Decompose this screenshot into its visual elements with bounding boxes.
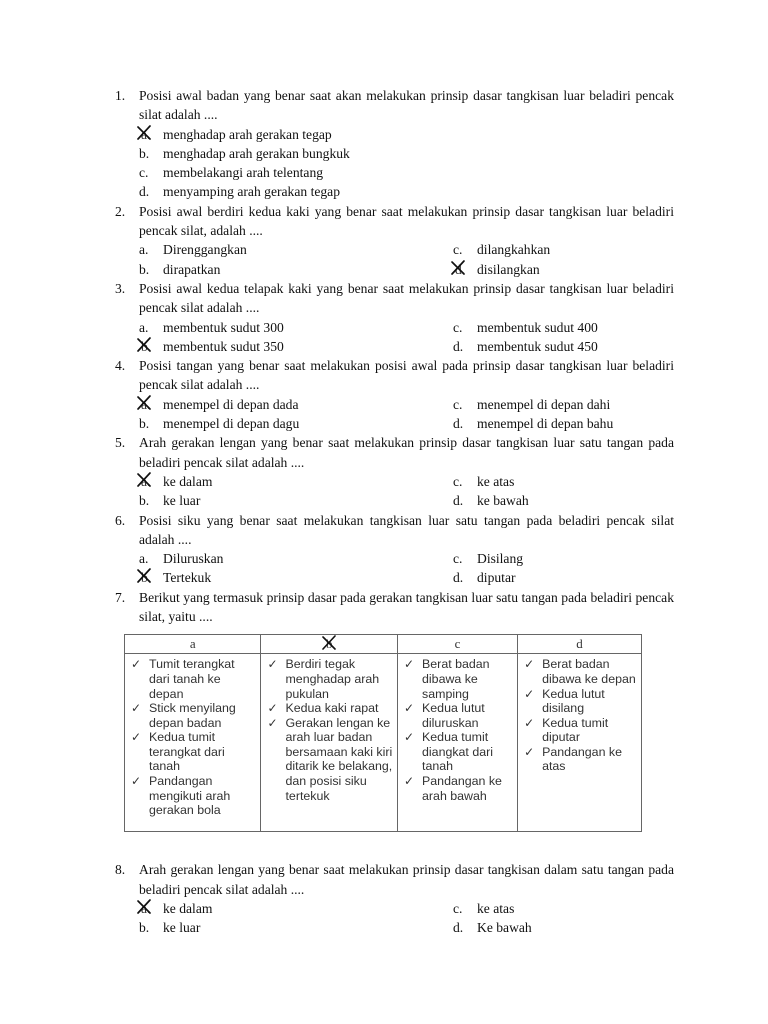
answer-option[interactable] xyxy=(139,899,453,918)
option-letter: c. xyxy=(453,473,463,489)
check-icon: ✓ xyxy=(404,701,415,716)
question-text: Arah gerakan lengan yang benar saat melakukan prinsip dasar tangkisan dalam satu tangan pada beladiri pencak silat adalah .... xyxy=(139,862,674,897)
checklist-item xyxy=(129,730,258,774)
question-text: Posisi awal kedua telapak kaki yang benar saat melakukan prinsip dasar tangkisan luar beladiri pencak silat adalah .... xyxy=(139,280,674,316)
check-icon: ✓ xyxy=(267,657,278,672)
option-text: ke dalam xyxy=(163,473,213,489)
checklist-text: Berat badan dibawa ke samping xyxy=(422,657,490,701)
checklist-item xyxy=(129,657,258,701)
checklist-item xyxy=(402,730,515,774)
check-icon: ✓ xyxy=(131,701,142,716)
question-item xyxy=(115,860,674,937)
question-item xyxy=(115,86,674,202)
answer-option[interactable] xyxy=(453,568,674,587)
answer-option[interactable] xyxy=(453,395,674,414)
option-letter: d. xyxy=(453,493,464,509)
option-list xyxy=(139,472,674,511)
option-text: membelakangi arah telentang xyxy=(163,165,324,181)
answer-option[interactable] xyxy=(139,318,453,337)
checklist-item xyxy=(402,701,515,730)
option-letter: b. xyxy=(139,145,150,161)
question-number: 1. xyxy=(115,88,126,103)
option-text: Ke bawah xyxy=(477,920,532,936)
option-text: Disilang xyxy=(477,551,524,567)
checklist-item xyxy=(402,774,515,803)
table-header-label: d xyxy=(576,636,583,652)
option-list xyxy=(139,395,674,434)
option-text: ke luar xyxy=(163,493,201,509)
question-item xyxy=(115,433,674,510)
question-item xyxy=(115,202,674,279)
option-list xyxy=(139,125,674,202)
option-letter: c. xyxy=(139,165,149,181)
checklist-text: Kedua tumit diputar xyxy=(542,715,609,745)
question-item xyxy=(115,588,674,627)
option-letter: a. xyxy=(139,551,149,567)
answer-option[interactable] xyxy=(453,260,674,279)
answer-option[interactable] xyxy=(453,318,674,337)
question-item xyxy=(115,279,674,356)
table-header-label: c xyxy=(454,636,461,652)
option-letter-visible: d. xyxy=(455,261,466,277)
checklist-text: Pandangan ke atas xyxy=(542,744,622,774)
option-text: ke atas xyxy=(477,900,515,916)
answer-option[interactable] xyxy=(139,568,453,587)
answer-option[interactable] xyxy=(139,337,453,356)
question-number: 6. xyxy=(115,512,126,528)
table-header-1 xyxy=(125,635,261,654)
option-text: menghadap arah gerakan tegap xyxy=(163,126,332,142)
checklist-text: Pandangan ke arah bawah xyxy=(422,774,502,803)
checklist-item xyxy=(129,701,258,730)
answer-option[interactable] xyxy=(453,899,674,918)
answer-option[interactable] xyxy=(453,337,674,356)
option-list xyxy=(139,549,674,588)
option-list xyxy=(139,899,674,938)
option-list xyxy=(139,318,674,357)
answer-option[interactable] xyxy=(453,240,674,259)
option-letter: b. xyxy=(139,493,150,509)
option-text: ke atas xyxy=(477,473,515,489)
table-header-3 xyxy=(398,635,518,654)
option-text: Diluruskan xyxy=(163,551,224,567)
option-letter: c. xyxy=(453,242,463,258)
option-letter-visible: a. xyxy=(141,126,151,142)
question-number: 4. xyxy=(115,358,126,374)
option-letter: a. xyxy=(139,319,149,335)
table-header-label: a xyxy=(189,636,196,652)
option-letter-visible: b. xyxy=(141,570,152,586)
checklist-item xyxy=(522,657,639,686)
check-icon: ✓ xyxy=(524,744,535,759)
option-letter: d. xyxy=(453,920,464,936)
check-icon: ✓ xyxy=(267,715,278,730)
question-text: Posisi awal berdiri kedua kaki yang benar saat melakukan prinsip dasar tangkisan luar beladiri pencak silat, adalah .... xyxy=(139,203,674,239)
answer-option[interactable] xyxy=(139,182,674,201)
option-text: menyamping arah gerakan tegap xyxy=(163,184,341,200)
answer-option[interactable] xyxy=(453,414,674,433)
option-text: menempel di depan dagu xyxy=(163,416,300,432)
option-text: membentuk sudut 400 xyxy=(477,319,598,335)
option-text: membentuk sudut 300 xyxy=(163,319,284,335)
option-letter: d. xyxy=(453,416,464,432)
option-letter: b. xyxy=(139,920,150,936)
answer-option[interactable] xyxy=(139,414,453,433)
check-icon: ✓ xyxy=(524,657,535,672)
question-text: Posisi siku yang benar saat melakukan tangkisan luar satu tangan pada beladiri pencak silat adalah .... xyxy=(139,512,674,547)
answer-option[interactable] xyxy=(139,125,674,144)
checklist-item xyxy=(522,687,639,716)
checklist-item xyxy=(402,657,515,701)
checklist-item xyxy=(129,774,258,818)
checklist-text: Kedua lutut diluruskan xyxy=(422,701,485,730)
option-letter: d. xyxy=(139,184,150,200)
checklist-item xyxy=(265,657,395,701)
option-text: dilangkahkan xyxy=(477,242,551,258)
table-column-3 xyxy=(398,654,518,832)
table-column-1 xyxy=(125,654,261,832)
option-letter: d. xyxy=(453,570,464,586)
option-text: disilangkan xyxy=(477,261,540,277)
option-text: menempel di depan dahi xyxy=(477,396,611,412)
answer-option[interactable] xyxy=(453,472,674,491)
option-text: diputar xyxy=(477,570,516,586)
option-list xyxy=(139,240,674,279)
answer-table xyxy=(124,634,642,832)
question-number: 2. xyxy=(115,203,126,219)
checklist-text: Tumit terangkat dari tanah ke depan xyxy=(149,657,235,701)
answer-option[interactable] xyxy=(139,472,453,491)
answer-option[interactable] xyxy=(139,491,453,510)
answer-option[interactable] xyxy=(453,549,674,568)
option-letter: c. xyxy=(453,551,463,567)
question-text: Arah gerakan lengan yang benar saat melakukan prinsip dasar tangkisan luar satu tangan pada beladiri pencak silat adalah .... xyxy=(139,435,674,470)
check-icon: ✓ xyxy=(524,686,535,701)
checklist-item xyxy=(522,716,639,745)
option-text: menempel di depan dada xyxy=(163,396,299,412)
question-text: Posisi tangan yang benar saat melakukan posisi awal pada prinsip dasar tangkisan luar beladiri pencak silat adalah .... xyxy=(139,358,674,393)
checklist-text: Gerakan lengan ke arah luar badan bersamaan kaki kiri ditarik ke belakang, dan posisi siku tertekuk xyxy=(285,715,393,803)
checklist-item xyxy=(522,745,639,774)
option-text: Direnggangkan xyxy=(163,242,247,258)
question-number: 8. xyxy=(115,862,126,878)
question-number: 5. xyxy=(115,435,126,451)
table-header-4 xyxy=(518,635,642,654)
option-text: ke dalam xyxy=(163,900,213,916)
check-icon: ✓ xyxy=(404,774,415,789)
answer-option[interactable] xyxy=(453,491,674,510)
option-text: Tertekuk xyxy=(163,570,212,586)
option-letter-visible: a. xyxy=(141,900,151,916)
question-number: 3. xyxy=(115,280,126,296)
answer-option[interactable] xyxy=(139,163,674,182)
checklist-item xyxy=(265,716,395,804)
option-letter-visible: a. xyxy=(141,396,151,412)
check-icon: ✓ xyxy=(131,774,142,789)
option-text: membentuk sudut 450 xyxy=(477,338,598,354)
check-icon: ✓ xyxy=(404,657,415,672)
option-text: ke luar xyxy=(163,920,201,936)
question-text: Berikut yang termasuk prinsip dasar pada gerakan tangkisan luar satu tangan pada beladiri pencak silat, yaitu .... xyxy=(139,589,674,625)
answer-option[interactable] xyxy=(139,395,453,414)
check-icon: ✓ xyxy=(267,701,278,716)
option-letter-visible: b. xyxy=(141,338,152,354)
option-letter: c. xyxy=(453,319,463,335)
question-8 xyxy=(0,860,768,937)
check-icon: ✓ xyxy=(131,657,142,672)
checklist-text: Kedua tumit terangkat dari tanah xyxy=(149,730,225,774)
option-letter: c. xyxy=(453,900,463,916)
table-column-2 xyxy=(261,654,398,832)
answer-option[interactable] xyxy=(453,918,674,937)
option-text: membentuk sudut 350 xyxy=(163,338,284,354)
option-letter: b. xyxy=(139,261,150,277)
checklist-text: Kedua lutut disilang xyxy=(542,686,605,716)
question-item xyxy=(115,511,674,588)
check-icon: ✓ xyxy=(131,730,142,745)
option-letter: c. xyxy=(453,396,463,412)
checklist-text: Berdiri tegak menghadap arah pukulan xyxy=(285,657,380,701)
checklist-text: Pandangan mengikuti arah gerakan bola xyxy=(149,774,231,818)
answer-option[interactable] xyxy=(139,240,453,259)
option-letter: a. xyxy=(139,242,149,258)
cross-mark-icon xyxy=(321,635,337,651)
question-number: 7. xyxy=(115,589,126,605)
question-text: Posisi awal badan yang benar saat akan melakukan prinsip dasar tangkisan luar beladiri pencak silat adalah .... xyxy=(139,88,674,123)
checklist-text: Kedua kaki rapat xyxy=(285,701,379,716)
check-icon: ✓ xyxy=(404,730,415,745)
table-header-label: b xyxy=(326,636,333,652)
answer-option[interactable] xyxy=(139,549,453,568)
answer-option[interactable] xyxy=(139,918,453,937)
question-list xyxy=(0,86,768,626)
checklist-item xyxy=(265,701,395,716)
checklist-text: Stick menyilang depan badan xyxy=(149,701,236,730)
option-letter-visible: a. xyxy=(141,473,151,489)
option-text: ke bawah xyxy=(477,493,529,509)
worksheet-page xyxy=(0,86,768,938)
checklist-text: Berat badan dibawa ke depan xyxy=(542,657,636,686)
answer-option[interactable] xyxy=(139,260,453,279)
option-text: menempel di depan bahu xyxy=(477,416,614,432)
table-column-4 xyxy=(518,654,642,832)
question-item xyxy=(115,356,674,433)
table-header-2 xyxy=(261,635,398,654)
check-icon: ✓ xyxy=(524,715,535,730)
option-text: menghadap arah gerakan bungkuk xyxy=(163,145,350,161)
option-letter: b. xyxy=(139,416,150,432)
option-text: dirapatkan xyxy=(163,261,221,277)
answer-option[interactable] xyxy=(139,144,674,163)
option-letter: d. xyxy=(453,338,464,354)
checklist-text: Kedua tumit diangkat dari tanah xyxy=(422,730,493,774)
